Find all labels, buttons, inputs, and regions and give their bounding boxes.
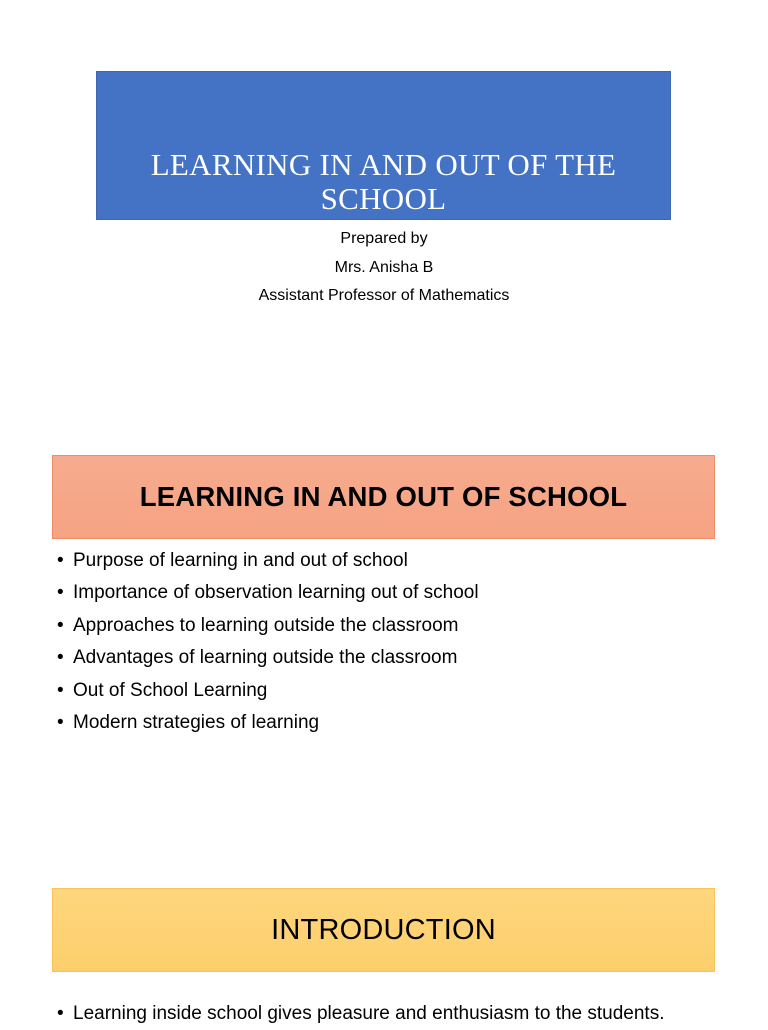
list-item: • Out of School Learning <box>57 675 479 707</box>
title-slide <box>0 0 768 430</box>
presentation-title <box>97 148 670 216</box>
author-role: Assistant Professor of Mathematics <box>258 287 510 304</box>
list-item: • Modern strategies of learning <box>57 707 479 739</box>
author-byline <box>0 225 768 311</box>
list-item: • Learning inside school gives pleasure and enthusiasm to the students. <box>57 998 665 1030</box>
introduction-heading-banner <box>52 888 715 972</box>
list-item: • Approaches to learning outside the classroom <box>57 610 479 642</box>
author-name: Mrs. Anisha B <box>334 258 434 276</box>
list-item: • Importance of observation learning out of school <box>57 577 479 609</box>
list-item: • Advantages of learning outside the classroom <box>57 642 479 674</box>
title-banner <box>96 71 671 220</box>
introduction-heading: INTRODUCTION <box>271 913 496 946</box>
introduction-bullet-list <box>57 998 665 1030</box>
prepared-by-label: Prepared by <box>340 230 428 247</box>
contents-heading: LEARNING IN AND OUT OF SCHOOL <box>139 481 628 512</box>
list-item: • Purpose of learning in and out of school <box>57 545 479 577</box>
contents-heading-banner <box>52 455 715 539</box>
title-line-1: LEARNING IN AND OUT OF THE <box>150 147 617 182</box>
title-line-2: SCHOOL <box>320 181 447 216</box>
contents-bullet-list <box>57 545 479 739</box>
